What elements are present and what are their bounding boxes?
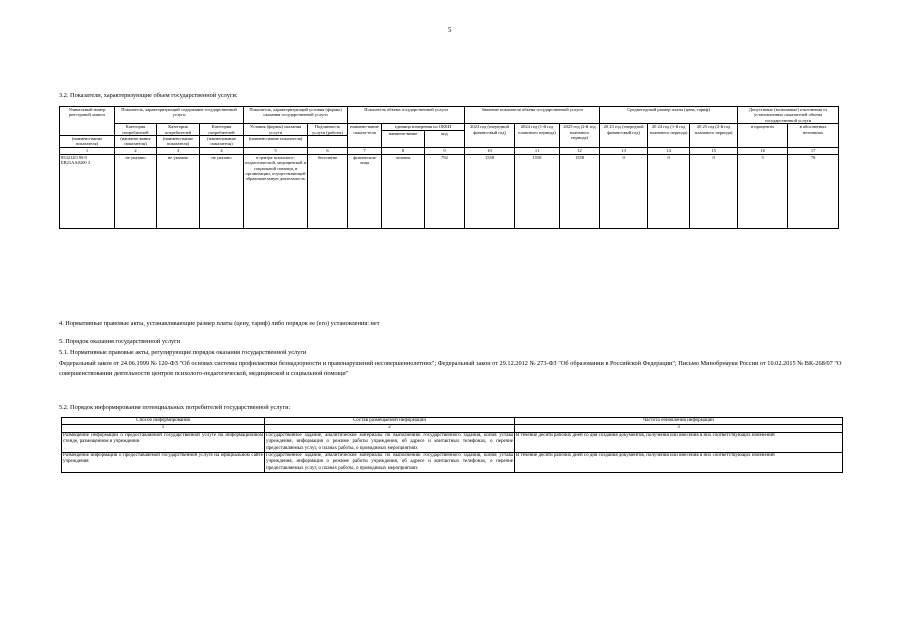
- header-name-placeholder-1: (наимено-вание показателя): [60, 136, 115, 148]
- header-deviation-absolute: в абсолютных величинах: [788, 124, 839, 148]
- conditions-value: в центре психолого-педагогической, медицинской и социальной помощи, в организации, осуществляющей образовательную деятельность: [244, 154, 308, 228]
- column-number: 1: [60, 147, 115, 154]
- header-indicator-name: наимено-вание показа-теля: [348, 124, 382, 148]
- fee-2025: 0: [690, 154, 738, 228]
- header-unit-name: наимено-вание: [382, 130, 425, 147]
- page-number: 5: [448, 26, 452, 34]
- header-deviation-percent: в процентах: [738, 124, 788, 148]
- paragraph-4: 4. Нормативные правовые акты, устанавливающие размер платы (цену, тариф) либо порядок ее (его) установления: нет: [59, 320, 380, 327]
- header-conditions-indicator: Показатель, характеризующий условия (формы) оказания государственной услуги: [244, 107, 348, 124]
- header-method: Способ информирования: [62, 418, 265, 425]
- header-volume-value: Значение показателя объема государственной услуги: [465, 107, 600, 124]
- column-number: 2: [115, 147, 157, 154]
- column-number: 2: [265, 425, 515, 432]
- header-unit-okei: единица измерения по ОКЕИ: [382, 124, 465, 130]
- period-value: бесплатно: [308, 154, 348, 228]
- volume-indicators-table: [59, 106, 839, 229]
- header-conditions-period: Подлинность услуги (работы): [308, 124, 348, 136]
- paragraph-5-1-text: Федеральный закон от 24.06.1999 № 120-ФЗ "Об основах системы профилактики безнадзорности и правонарушений несовершеннолетних"; Федеральный закон от 29.12.2012 № 273-ФЗ "Об образовании в Российской Федерации"; Письмо Минобрнауки России от 10.02.2015 № ВК-268/07 "О совершенствовании деятельности центров психолого-педагогической, медицинской и социальной помощи": [59, 360, 842, 377]
- column-number: 4: [200, 147, 244, 154]
- table-row: [60, 154, 839, 228]
- method-cell: Размещение информации о предоставляемой государственной услуге на информационном стенде, размещенном в учреждении: [62, 432, 265, 452]
- content-cell: Государственное задание, аналитические материалы по выполнению государственного задания, копия устава учреждения, информация о режиме работы учреждения, об адресе и контактных телефонах, о перечне предоставляемых услуг, о планах работы, о проводимых мероприятиях: [266, 432, 513, 451]
- header-category-2: Категория потребителей: [157, 124, 200, 136]
- header-allowed-deviation: Допустимые (возможные) отклонения от установленных показателей объема государственной услуги: [738, 107, 839, 124]
- column-number: 15: [690, 147, 738, 154]
- column-number: 7: [348, 147, 382, 154]
- category-3-value: не указано: [200, 154, 244, 228]
- column-number: 13: [600, 147, 648, 154]
- category-1-value: не указано: [115, 154, 157, 228]
- method-cell: Размещение информации о предоставляемой государственной услуге на официальном сайте учреждения: [62, 453, 265, 473]
- value-2024: 1558: [515, 154, 560, 228]
- deviation-absolute: 78: [788, 154, 839, 228]
- header-fee-2023: 20 23 год (очередной финансовый год): [600, 124, 648, 148]
- column-number: 3: [157, 147, 200, 154]
- indicator-name-value: физические лица: [348, 154, 382, 228]
- unit-name-value: человек: [382, 154, 425, 228]
- column-number: 3: [515, 425, 843, 432]
- header-unit-code: код: [425, 130, 465, 147]
- column-number: 9: [425, 147, 465, 154]
- fee-2023: 0: [600, 154, 648, 228]
- header-content-indicator: Показатель, характеризующий содержание государственной услуги: [115, 107, 244, 124]
- header-name-placeholder-4: (наименование показателя): [200, 136, 244, 148]
- header-name-placeholder-3: (наимено-вание показателя): [157, 136, 200, 148]
- header-category-1: Категория потребителей: [115, 124, 157, 136]
- value-2023: 1558: [465, 154, 515, 228]
- paragraph-5: 5. Порядок оказания государственной услуги: [59, 338, 181, 345]
- registry-code: 853212О.99.0 БВ21АА0200 3: [60, 154, 115, 228]
- table-row: [62, 432, 843, 452]
- header-conditions-forms: Условия (формы) оказания услуги: [244, 124, 308, 136]
- informing-table: [61, 417, 843, 473]
- section-3-2-title: 3.2. Показатели, характеризующие объем государственной услуги:: [59, 92, 238, 99]
- header-fee-2025: 20 25 год (2-й год планового периода): [690, 124, 738, 148]
- header-name-placeholder-5: (наимено-вание показателя): [244, 136, 308, 148]
- header-average-fee: Среднегодовой размер платы (цена, тариф): [600, 107, 738, 124]
- column-number-row: [60, 147, 839, 154]
- header-content: Состав размещаемой информации: [265, 418, 515, 425]
- column-number: 6: [308, 147, 348, 154]
- fee-2024: 0: [648, 154, 690, 228]
- table-row: [62, 453, 843, 473]
- column-number: 11: [515, 147, 560, 154]
- column-number: 12: [560, 147, 600, 154]
- header-year-2024: 2024 год (1-й год планового периода): [515, 124, 560, 148]
- header-frequency: Частота обновления информации: [515, 418, 843, 425]
- content-cell: Государственное задание, аналитические материалы по выполнению государственного задания, копия устава учреждения, информация о режиме работы учреждения, об адресе и контактных телефонах, о перечне предоставляемых услуг, о планах работы, о проводимых мероприятиях: [266, 453, 513, 471]
- header-year-2025: 2025 год (2-й год планового периода): [560, 124, 600, 148]
- header-volume-indicator: Показатель объема государственной услуги: [348, 107, 465, 124]
- column-number: 16: [738, 147, 788, 154]
- unit-code-value: 792: [425, 154, 465, 228]
- header-unique-number: Уникальный номер реестровой записи: [60, 107, 115, 136]
- header-fee-2024: 20 24 год (1-й год планового периода): [648, 124, 690, 148]
- column-number: 5: [244, 147, 308, 154]
- deviation-percent: 5: [738, 154, 788, 228]
- column-number: 8: [382, 147, 425, 154]
- column-number: 1: [62, 425, 265, 432]
- column-number: 14: [648, 147, 690, 154]
- column-number: 10: [465, 147, 515, 154]
- section-5-2-title: 5.2. Порядок информирования потенциальных потребителей государственной услуги:: [59, 404, 291, 411]
- header-year-2023: 2023 год (очередной финансовый год): [465, 124, 515, 148]
- paragraph-5-1: 5.1. Нормативные правовые акты, регулирующие порядок оказания государственной услуги: [59, 349, 307, 356]
- category-2-value: не указано: [157, 154, 200, 228]
- frequency-cell: В течение десяти рабочих дней со дня создания документов, получения или внесения в них соответствующих изменений: [515, 453, 843, 473]
- column-number: 17: [788, 147, 839, 154]
- frequency-cell: В течение десяти рабочих дней со дня создания документов, получения или внесения в них соответствующих изменений: [515, 432, 843, 452]
- value-2025: 1558: [560, 154, 600, 228]
- header-name-placeholder-2: (наимено-вание показателя): [115, 136, 157, 148]
- header-category-3: Категория потребителей: [200, 124, 244, 136]
